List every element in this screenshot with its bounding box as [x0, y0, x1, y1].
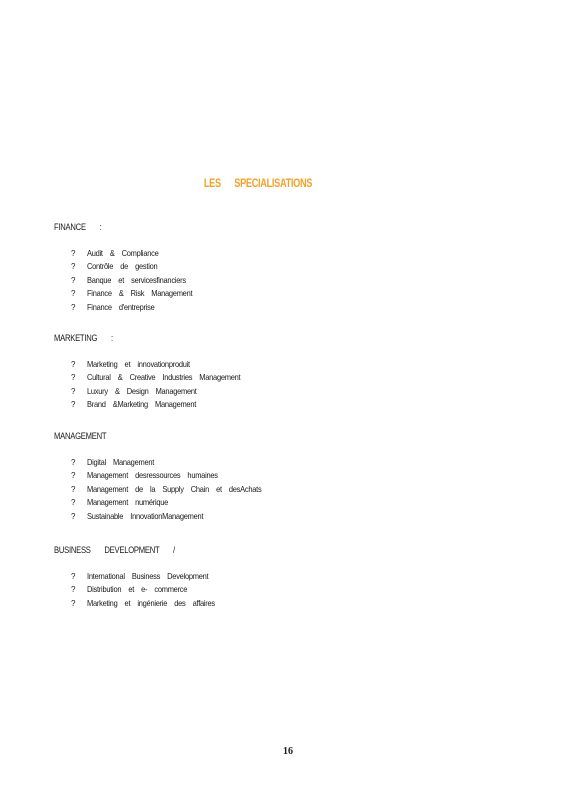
bullet-icon: ?: [71, 585, 76, 595]
section-heading: BUSINESS DEVELOPMENT /: [54, 545, 175, 555]
bullet-icon: ?: [71, 511, 76, 521]
bullet-icon: ?: [71, 373, 76, 383]
section-list: [54, 247, 514, 314]
bullet-icon: ?: [71, 249, 76, 258]
list-item: [54, 597, 514, 610]
section-list: [54, 358, 514, 412]
list-item: [54, 371, 514, 384]
list-item: [54, 385, 514, 398]
list-item-text: Cultural & Creative Industries Management: [87, 372, 241, 383]
list-item-text: Sustainable InnovationManagement: [87, 510, 204, 521]
list-item-text: Audit & Compliance: [87, 248, 159, 258]
list-item-text: Finance & Risk Management: [87, 288, 193, 299]
bullet-icon: ?: [71, 360, 76, 369]
list-item: [54, 510, 514, 523]
section-heading: FINANCE :: [54, 222, 102, 232]
list-item-text: International Business Development: [87, 571, 209, 581]
bullet-icon: ?: [71, 386, 76, 396]
list-item-text: Marketing et innovationproduit: [87, 359, 190, 369]
bullet-icon: ?: [71, 498, 76, 508]
list-item-text: Distribution et e- commerce: [87, 584, 188, 595]
list-item: [54, 583, 514, 596]
page-number: 16: [283, 746, 293, 757]
list-item-text: Luxury & Design Management: [87, 385, 197, 396]
list-item: [54, 358, 514, 371]
list-item: [54, 398, 514, 411]
list-item-text: Contrôle de gestion: [87, 261, 158, 272]
section-heading: MANAGEMENT: [54, 431, 107, 441]
section-heading: MARKETING :: [54, 333, 113, 343]
list-item-text: Management de la Supply Chain et desAchats: [87, 483, 262, 494]
list-item: [54, 287, 514, 300]
list-item: [54, 260, 514, 273]
bullet-icon: ?: [71, 302, 76, 312]
list-item-text: Brand &Marketing Management: [87, 399, 197, 410]
section-list: [54, 570, 514, 610]
list-item: [54, 469, 514, 482]
section-marketing: [54, 333, 514, 412]
list-item-text: Banque et servicesfinanciers: [87, 274, 186, 285]
list-item: [54, 274, 514, 287]
bullet-icon: ?: [71, 400, 76, 410]
bullet-icon: ?: [71, 458, 76, 467]
list-item: [54, 483, 514, 496]
bullet-icon: ?: [71, 471, 76, 481]
list-item-text: Finance d'entreprise: [87, 301, 155, 312]
section-management: [54, 431, 514, 523]
list-item: [54, 301, 514, 314]
list-item: [54, 247, 514, 260]
section-finance: [54, 222, 514, 314]
list-item: [54, 456, 514, 469]
section-list: [54, 456, 514, 523]
list-item-text: Management desressources humaines: [87, 470, 218, 481]
bullet-icon: ?: [71, 484, 76, 494]
list-item-text: Digital Management: [87, 457, 155, 467]
bullet-icon: ?: [71, 275, 76, 285]
page-title: LES SPECIALISATIONS: [203, 178, 313, 190]
bullet-icon: ?: [71, 262, 76, 272]
list-item-text: Management numérique: [87, 497, 169, 508]
bullet-icon: ?: [71, 598, 76, 608]
bullet-icon: ?: [71, 572, 76, 581]
bullet-icon: ?: [71, 289, 76, 299]
list-item-text: Marketing et ingénierie des affaires: [87, 597, 215, 608]
list-item: [54, 570, 514, 583]
section-business-development: [54, 545, 514, 610]
list-item: [54, 496, 514, 509]
